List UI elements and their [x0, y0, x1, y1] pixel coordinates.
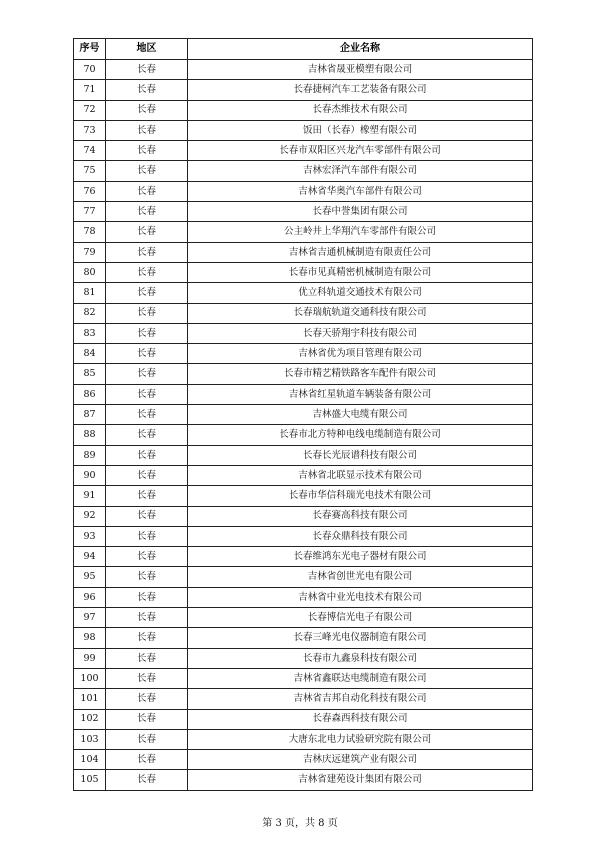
cell-company-name: 吉林省优为项目管理有限公司: [188, 344, 533, 364]
table-row: [74, 384, 533, 404]
cell-company-name: 长春众鼎科技有限公司: [188, 526, 533, 546]
cell-region: 长春: [106, 60, 188, 80]
cell-number: 70: [74, 60, 106, 80]
cell-region: 长春: [106, 222, 188, 242]
cell-company-name: 长春赛高科技有限公司: [188, 506, 533, 526]
table-row: [74, 486, 533, 506]
table-row: [74, 587, 533, 607]
table-row: [74, 750, 533, 770]
table-row: [74, 80, 533, 100]
cell-number: 71: [74, 80, 106, 100]
cell-region: 长春: [106, 709, 188, 729]
cell-number: 101: [74, 689, 106, 709]
cell-region: 长春: [106, 161, 188, 181]
cell-number: 104: [74, 750, 106, 770]
cell-region: 长春: [106, 242, 188, 262]
table-row: [74, 242, 533, 262]
table-row: [74, 344, 533, 364]
cell-company-name: 吉林省吉通机械制造有限责任公司: [188, 242, 533, 262]
cell-region: 长春: [106, 648, 188, 668]
cell-region: 长春: [106, 384, 188, 404]
cell-number: 96: [74, 587, 106, 607]
table-row: [74, 60, 533, 80]
table-row: [74, 689, 533, 709]
cell-company-name: 长春维鸿东光电子器材有限公司: [188, 547, 533, 567]
table-row: [74, 364, 533, 384]
cell-company-name: 长春博信光电子有限公司: [188, 608, 533, 628]
cell-number: 89: [74, 445, 106, 465]
cell-company-name: 饭田（长春）橡塑有限公司: [188, 120, 533, 140]
cell-region: 长春: [106, 364, 188, 384]
cell-company-name: 吉林省华奥汽车部件有限公司: [188, 181, 533, 201]
cell-company-name: 长春市九鑫泉科技有限公司: [188, 648, 533, 668]
cell-number: 91: [74, 486, 106, 506]
table-row: [74, 506, 533, 526]
table-row: [74, 323, 533, 343]
table-row: [74, 770, 533, 790]
cell-number: 93: [74, 526, 106, 546]
table-row: [74, 729, 533, 749]
header-company-name: 企业名称: [188, 39, 533, 60]
cell-company-name: 长春瑞航轨道交通科技有限公司: [188, 303, 533, 323]
cell-company-name: 吉林盛大电缆有限公司: [188, 405, 533, 425]
cell-region: 长春: [106, 668, 188, 688]
table-row: [74, 709, 533, 729]
cell-region: 长春: [106, 729, 188, 749]
cell-number: 78: [74, 222, 106, 242]
table-row: [74, 608, 533, 628]
cell-region: 长春: [106, 465, 188, 485]
table-row: [74, 526, 533, 546]
cell-company-name: 吉林省红星轨道车辆装备有限公司: [188, 384, 533, 404]
cell-region: 长春: [106, 547, 188, 567]
cell-company-name: 吉林省鑫联达电缆制造有限公司: [188, 668, 533, 688]
cell-number: 98: [74, 628, 106, 648]
cell-number: 105: [74, 770, 106, 790]
cell-region: 长春: [106, 80, 188, 100]
cell-company-name: 长春市北方特种电线电缆制造有限公司: [188, 425, 533, 445]
cell-number: 77: [74, 202, 106, 222]
cell-company-name: 长春中誉集团有限公司: [188, 202, 533, 222]
table-row: [74, 303, 533, 323]
cell-company-name: 长春市华信科瑞光电技术有限公司: [188, 486, 533, 506]
cell-region: 长春: [106, 262, 188, 282]
cell-region: 长春: [106, 770, 188, 790]
cell-number: 84: [74, 344, 106, 364]
cell-region: 长春: [106, 344, 188, 364]
table-row: [74, 547, 533, 567]
cell-region: 长春: [106, 506, 188, 526]
cell-number: 81: [74, 283, 106, 303]
table-row: [74, 405, 533, 425]
cell-company-name: 长春天骄翔宇科技有限公司: [188, 323, 533, 343]
cell-number: 79: [74, 242, 106, 262]
cell-number: 75: [74, 161, 106, 181]
cell-company-name: 吉林省吉邦自动化科技有限公司: [188, 689, 533, 709]
cell-region: 长春: [106, 608, 188, 628]
table-row: [74, 668, 533, 688]
table-row: [74, 445, 533, 465]
cell-region: 长春: [106, 100, 188, 120]
cell-region: 长春: [106, 283, 188, 303]
cell-region: 长春: [106, 445, 188, 465]
cell-company-name: 长春市精艺精铁路客车配件有限公司: [188, 364, 533, 384]
table-row: [74, 222, 533, 242]
table-row: [74, 425, 533, 445]
cell-company-name: 长春长光辰谱科技有限公司: [188, 445, 533, 465]
table-row: [74, 161, 533, 181]
cell-number: 92: [74, 506, 106, 526]
cell-company-name: 长春杰维技术有限公司: [188, 100, 533, 120]
cell-number: 85: [74, 364, 106, 384]
cell-region: 长春: [106, 628, 188, 648]
cell-number: 99: [74, 648, 106, 668]
cell-region: 长春: [106, 486, 188, 506]
cell-number: 82: [74, 303, 106, 323]
cell-company-name: 长春三峰光电仪器制造有限公司: [188, 628, 533, 648]
cell-company-name: 长春市双阳区兴龙汽车零部件有限公司: [188, 141, 533, 161]
cell-region: 长春: [106, 181, 188, 201]
cell-company-name: 吉林省中业光电技术有限公司: [188, 587, 533, 607]
cell-number: 95: [74, 567, 106, 587]
cell-region: 长春: [106, 323, 188, 343]
cell-company-name: 吉林宏泽汽车部件有限公司: [188, 161, 533, 181]
cell-number: 90: [74, 465, 106, 485]
cell-region: 长春: [106, 425, 188, 445]
cell-company-name: 吉林省晟亚模塑有限公司: [188, 60, 533, 80]
table-row: [74, 262, 533, 282]
cell-number: 74: [74, 141, 106, 161]
cell-company-name: 吉林庆远建筑产业有限公司: [188, 750, 533, 770]
cell-company-name: 长春捷柯汽车工艺装备有限公司: [188, 80, 533, 100]
cell-region: 长春: [106, 567, 188, 587]
cell-number: 83: [74, 323, 106, 343]
cell-region: 长春: [106, 689, 188, 709]
cell-company-name: 大唐东北电力试验研究院有限公司: [188, 729, 533, 749]
table-row: [74, 202, 533, 222]
cell-region: 长春: [106, 202, 188, 222]
cell-number: 86: [74, 384, 106, 404]
cell-company-name: 吉林省创世光电有限公司: [188, 567, 533, 587]
cell-number: 94: [74, 547, 106, 567]
cell-region: 长春: [106, 587, 188, 607]
cell-number: 80: [74, 262, 106, 282]
cell-number: 97: [74, 608, 106, 628]
cell-number: 103: [74, 729, 106, 749]
cell-number: 76: [74, 181, 106, 201]
cell-company-name: 优立科轨道交通技术有限公司: [188, 283, 533, 303]
table-row: [74, 120, 533, 140]
cell-region: 长春: [106, 120, 188, 140]
cell-company-name: 长春森西科技有限公司: [188, 709, 533, 729]
cell-region: 长春: [106, 750, 188, 770]
cell-number: 72: [74, 100, 106, 120]
cell-region: 长春: [106, 405, 188, 425]
cell-company-name: 吉林省建苑设计集团有限公司: [188, 770, 533, 790]
cell-region: 长春: [106, 141, 188, 161]
table-row: [74, 567, 533, 587]
cell-number: 73: [74, 120, 106, 140]
table-row: [74, 100, 533, 120]
table-body: [74, 60, 533, 791]
table-row: [74, 283, 533, 303]
cell-region: 长春: [106, 526, 188, 546]
cell-number: 100: [74, 668, 106, 688]
cell-company-name: 公主岭井上华翔汽车零部件有限公司: [188, 222, 533, 242]
cell-number: 88: [74, 425, 106, 445]
cell-number: 87: [74, 405, 106, 425]
company-table: [73, 38, 533, 791]
cell-number: 102: [74, 709, 106, 729]
table-row: [74, 141, 533, 161]
table-header-row: [74, 39, 533, 60]
header-region: 地区: [106, 39, 188, 60]
header-number: 序号: [74, 39, 106, 60]
cell-company-name: 吉林省北联显示技术有限公司: [188, 465, 533, 485]
cell-company-name: 长春市见真精密机械制造有限公司: [188, 262, 533, 282]
table-row: [74, 465, 533, 485]
page-footer: 第 3 页，共 8 页: [262, 818, 338, 829]
table-row: [74, 648, 533, 668]
table-row: [74, 181, 533, 201]
table-row: [74, 628, 533, 648]
cell-region: 长春: [106, 303, 188, 323]
